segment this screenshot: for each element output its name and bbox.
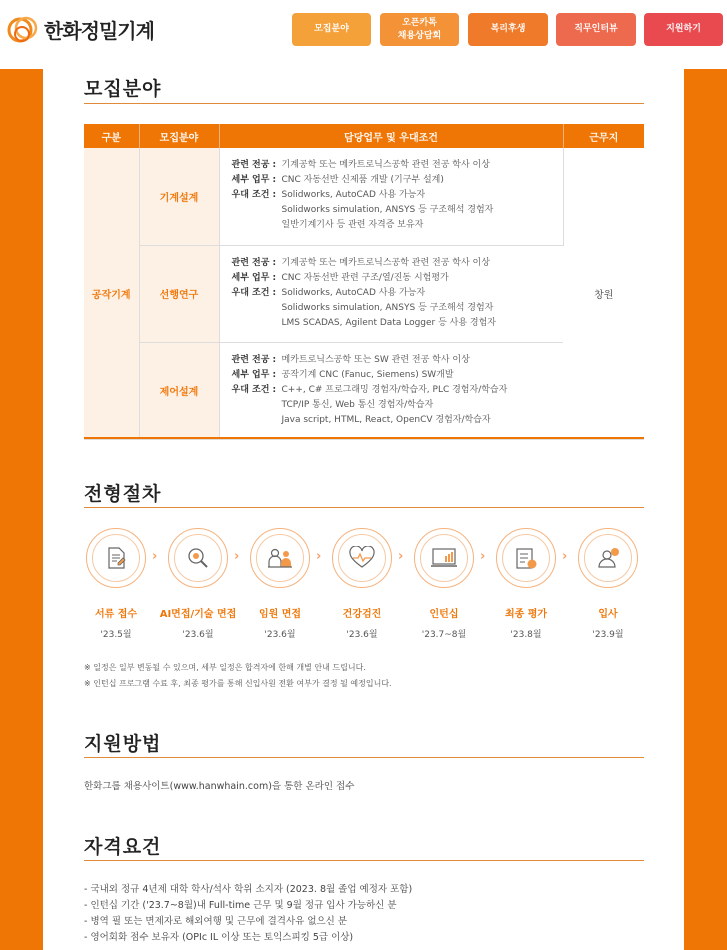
process-title: 전형절차 bbox=[84, 483, 162, 505]
major-value: 메카트로닉스공학 또는 SW 관련 전공 학사 이상 bbox=[281, 354, 470, 365]
col-duty: 담당업무 및 우대조건 bbox=[219, 124, 563, 148]
pref-key: 우대 조건 : bbox=[231, 287, 277, 298]
col-field: 모집분야 bbox=[139, 124, 219, 148]
step-name: 임원 면접 bbox=[258, 609, 302, 620]
apply-title-underline bbox=[84, 757, 644, 758]
pref-value-2: TCP/IP 통신, Web 통신 경험자/학습자 bbox=[281, 399, 434, 410]
requirement-item: - 국내외 정규 4년제 대학 학사/석사 학위 소지자 (2023. 8월 졸업 예정자 포함) bbox=[84, 884, 413, 895]
pref-value: C++, C# 프로그래밍 경험자/학습자, PLC 경험자/학습자 bbox=[281, 384, 508, 395]
duty-cell bbox=[219, 342, 563, 439]
duty-cell bbox=[219, 245, 563, 342]
step-date: '23.6월 bbox=[264, 630, 296, 640]
pref-key: 우대 조건 : bbox=[231, 190, 277, 200]
duty-key: 세부 업무 : bbox=[231, 272, 277, 283]
checklist-icon bbox=[502, 534, 550, 582]
pref-value: Solidworks, AutoCAD 사용 가능자 bbox=[281, 190, 426, 200]
nav-benefits[interactable]: 복리후생 bbox=[468, 13, 548, 46]
field-cell: 선행연구 bbox=[139, 245, 219, 342]
table-row bbox=[84, 245, 644, 342]
chevron-right-icon: › bbox=[398, 549, 404, 564]
col-category: 구분 bbox=[84, 124, 139, 148]
duty-value: CNC 자동선반 신제품 개발 (기구부 설계) bbox=[281, 175, 444, 185]
nav-recruit-fields[interactable]: 모집분야 bbox=[292, 13, 371, 46]
side-bar-right bbox=[684, 69, 727, 950]
chevron-right-icon: › bbox=[562, 549, 568, 564]
requirement-item: - 인턴십 기간 ('23.7~8월)내 Full-time 근무 및 9월 정규 입사 가능하신 분 bbox=[84, 900, 397, 911]
pref-value-3: LMS SCADAS, Agilent Data Logger 등 사용 경험자 bbox=[281, 317, 496, 328]
process-note: ※ 인턴십 프로그램 수료 후, 최종 평가를 통해 신입사원 전환 여부가 결정 될 예정입니다. bbox=[84, 679, 392, 688]
col-location: 근무지 bbox=[563, 124, 644, 148]
nav-apply[interactable]: 지원하기 bbox=[644, 13, 723, 46]
category-cell: 공작기계 bbox=[84, 148, 139, 439]
pref-value-2: Solidworks simulation, ANSYS 등 구조해석 경험자 bbox=[281, 205, 494, 215]
requirement-item: - 영어회화 점수 보유자 (OPIc IL 이상 또는 토익스피킹 5급 이상) bbox=[84, 932, 354, 943]
step-name: 서류 접수 bbox=[94, 609, 138, 620]
requirements-title: 자격요건 bbox=[84, 836, 162, 858]
pref-value-2: Solidworks simulation, ANSYS 등 구조해석 경험자 bbox=[281, 302, 494, 313]
monitor-chart-icon bbox=[420, 534, 468, 582]
major-key: 관련 전공 : bbox=[231, 354, 277, 365]
site-header bbox=[0, 0, 727, 62]
location-cell: 창원 bbox=[563, 148, 644, 439]
step-name: 최종 평가 bbox=[504, 609, 548, 620]
step-name: 입사 bbox=[598, 609, 618, 620]
recruit-title-underline bbox=[84, 103, 644, 104]
chevron-right-icon: › bbox=[316, 549, 322, 564]
pref-value-3: Java script, HTML, React, OpenCV 경험자/학습자 bbox=[281, 414, 491, 425]
process-note: ※ 일정은 일부 변동될 수 있으며, 세부 일정은 합격자에 한해 개별 안내 드립니다. bbox=[84, 663, 366, 672]
logo-text: 한화정밀기계 bbox=[44, 18, 154, 43]
duty-cell bbox=[219, 148, 563, 245]
table-row bbox=[84, 342, 644, 439]
process-title-underline bbox=[84, 507, 644, 508]
step-circle-3 bbox=[250, 528, 310, 588]
document-icon bbox=[92, 534, 140, 582]
step-circle-7 bbox=[578, 528, 638, 588]
field-cell: 제어설계 bbox=[139, 342, 219, 439]
requirements-title-underline bbox=[84, 860, 644, 861]
chevron-right-icon: › bbox=[152, 549, 158, 564]
field-cell: 기계설계 bbox=[139, 148, 219, 245]
chevron-right-icon: › bbox=[480, 549, 486, 564]
table-row bbox=[84, 148, 644, 245]
step-circle-6 bbox=[496, 528, 556, 588]
hanwha-logo-icon bbox=[4, 12, 42, 46]
step-date: '23.8월 bbox=[510, 630, 542, 640]
nav-open-chat[interactable]: 오픈카톡 채용상담회 bbox=[380, 13, 459, 46]
step-date: '23.6월 bbox=[182, 630, 214, 640]
duty-value: CNC 자동선반 관련 구조/열/진동 시험평가 bbox=[281, 272, 449, 283]
magnifier-gear-icon bbox=[174, 534, 222, 582]
pref-key: 우대 조건 : bbox=[231, 384, 277, 395]
person-check-icon bbox=[584, 534, 632, 582]
step-date: '23.5월 bbox=[100, 630, 132, 640]
side-bar-left bbox=[0, 69, 43, 950]
major-value: 기계공학 또는 메카트로닉스공학 관련 전공 학사 이상 bbox=[281, 257, 490, 268]
step-name: 인턴십 bbox=[429, 609, 459, 620]
major-value: 기계공학 또는 메카트로닉스공학 관련 전공 학사 이상 bbox=[281, 160, 490, 170]
interview-icon bbox=[256, 534, 304, 582]
step-name: AI면접/기술 면접 bbox=[159, 609, 237, 620]
pref-value: Solidworks, AutoCAD 사용 가능자 bbox=[281, 287, 426, 298]
recruit-table bbox=[84, 124, 644, 440]
heart-icon bbox=[338, 534, 386, 582]
table-header-row bbox=[84, 124, 644, 148]
step-date: '23.9월 bbox=[592, 630, 624, 640]
chevron-right-icon: › bbox=[234, 549, 240, 564]
major-key: 관련 전공 : bbox=[231, 257, 277, 268]
duty-value: 공작기계 CNC (Fanuc, Siemens) SW개발 bbox=[281, 369, 454, 380]
step-date: '23.7~8월 bbox=[421, 630, 467, 640]
apply-title: 지원방법 bbox=[84, 733, 162, 755]
duty-key: 세부 업무 : bbox=[231, 369, 277, 380]
pref-value-3: 일반기계기사 등 관련 자격증 보유자 bbox=[281, 220, 424, 230]
step-circle-2 bbox=[168, 528, 228, 588]
nav-job-interview[interactable]: 직무인터뷰 bbox=[556, 13, 636, 46]
table-bottom-border bbox=[84, 437, 644, 439]
step-circle-1 bbox=[86, 528, 146, 588]
hanwha-logo[interactable] bbox=[4, 12, 154, 46]
major-key: 관련 전공 : bbox=[231, 160, 277, 170]
apply-text: 한화그룹 채용사이트(www.hanwhain.com)을 통한 온라인 접수 bbox=[84, 781, 355, 792]
step-date: '23.6월 bbox=[346, 630, 378, 640]
step-name: 건강검진 bbox=[342, 609, 382, 620]
step-circle-5 bbox=[414, 528, 474, 588]
recruit-title: 모집분야 bbox=[84, 78, 162, 100]
step-circle-4 bbox=[332, 528, 392, 588]
requirement-item: - 병역 필 또는 면제자로 해외여행 및 근무에 결격사유 없으신 분 bbox=[84, 916, 348, 927]
duty-key: 세부 업무 : bbox=[231, 175, 277, 185]
